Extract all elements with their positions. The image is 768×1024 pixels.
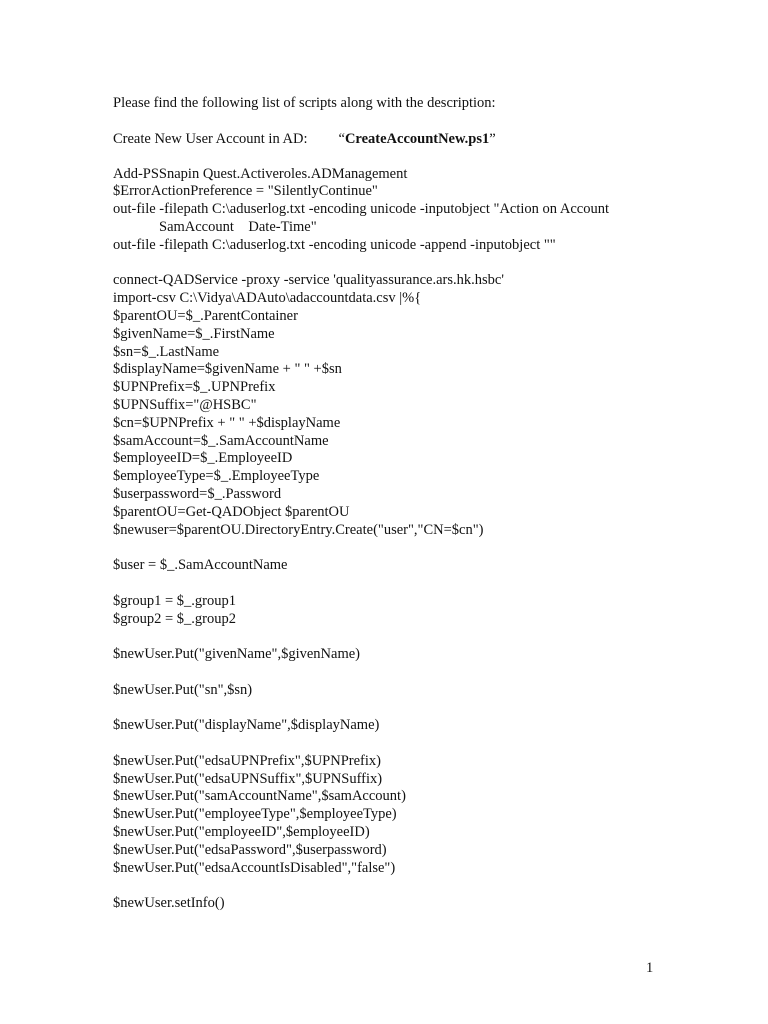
code-line: $userpassword=$_.Password: [113, 485, 282, 502]
blank-line: [113, 539, 713, 557]
blank-line: [113, 628, 713, 646]
code-line: $parentOU=$_.ParentContainer: [113, 307, 298, 324]
code-line: $parentOU=Get-QADObject $parentOU: [113, 503, 350, 520]
blank-line: [113, 255, 713, 273]
code-line: $ErrorActionPreference = "SilentlyContinue": [113, 183, 378, 200]
intro-text: Please find the following list of scripts along with the description:: [113, 95, 496, 111]
blank-line: [113, 735, 713, 753]
code-line: $newUser.Put("displayName",$displayName): [113, 717, 380, 734]
blank-line: [113, 877, 713, 895]
code-line: $employeeID=$_.EmployeeID: [113, 450, 293, 467]
code-line: connect-QADService -proxy -service 'qualityassurance.ars.hk.hsbc': [113, 272, 504, 289]
code-line: $newUser.Put("givenName",$givenName): [113, 646, 360, 663]
blank-line: [113, 112, 713, 130]
code-line: $group1 = $_.group1: [113, 592, 236, 609]
blank-line: [113, 148, 713, 166]
code-line: $employeeType=$_.EmployeeType: [113, 468, 320, 485]
code-line: $newUser.Put("sn",$sn): [113, 681, 253, 698]
blank-line: [113, 664, 713, 682]
file-open-quote: “: [338, 130, 345, 147]
code-line: $newUser.Put("employeeID",$employeeID): [113, 824, 370, 841]
code-line: $user = $_.SamAccountName: [113, 557, 288, 574]
code-line: $displayName=$givenName + " " +$sn: [113, 361, 342, 378]
code-line: $newuser=$parentOU.DirectoryEntry.Create("user","CN=$cn"): [113, 521, 484, 538]
code-line: $samAccount=$_.SamAccountName: [113, 432, 329, 449]
code-line: $newUser.setInfo(): [113, 895, 225, 912]
file-close-quote: ”: [489, 130, 496, 147]
script-heading: [113, 130, 713, 148]
heading-label: Create New User Account in AD:: [113, 130, 308, 147]
page-number: 1: [646, 960, 654, 976]
code-line: Add-PSSnapin Quest.Activeroles.ADManagement: [113, 165, 408, 182]
code-line: $newUser.Put("samAccountName",$samAccount): [113, 788, 406, 805]
code-line: out-file -filepath C:\aduserlog.txt -encoding unicode -append -inputobject "": [113, 236, 556, 253]
code-line: $newUser.Put("edsaUPNSuffix",$UPNSuffix): [113, 770, 383, 787]
blank-line: [113, 575, 713, 593]
code-line: $givenName=$_.FirstName: [113, 325, 275, 342]
code-line: $UPNSuffix="@HSBC": [113, 396, 257, 413]
code-line: $group2 = $_.group2: [113, 610, 236, 627]
code-line-continuation: SamAccount Date-Time": [159, 218, 317, 235]
code-line: $sn=$_.LastName: [113, 343, 220, 360]
code-line: out-file -filepath C:\aduserlog.txt -encoding unicode -inputobject "Action on Account: [113, 201, 609, 218]
code-line: $UPNPrefix=$_.UPNPrefix: [113, 379, 276, 396]
code-line: $newUser.Put("edsaUPNPrefix",$UPNPrefix): [113, 752, 381, 769]
document-body: [113, 94, 713, 913]
code-line: $newUser.Put("edsaPassword",$userpassword): [113, 841, 387, 858]
code-line: $cn=$UPNPrefix + " " +$displayName: [113, 414, 341, 431]
code-line: $newUser.Put("edsaAccountIsDisabled","false"): [113, 859, 396, 876]
code-line: $newUser.Put("employeeType",$employeeType): [113, 806, 397, 823]
code-line: import-csv C:\Vidya\ADAuto\adaccountdata.csv |%{: [113, 290, 422, 307]
script-file-name: CreateAccountNew.ps1: [344, 130, 490, 147]
blank-line: [113, 700, 713, 718]
